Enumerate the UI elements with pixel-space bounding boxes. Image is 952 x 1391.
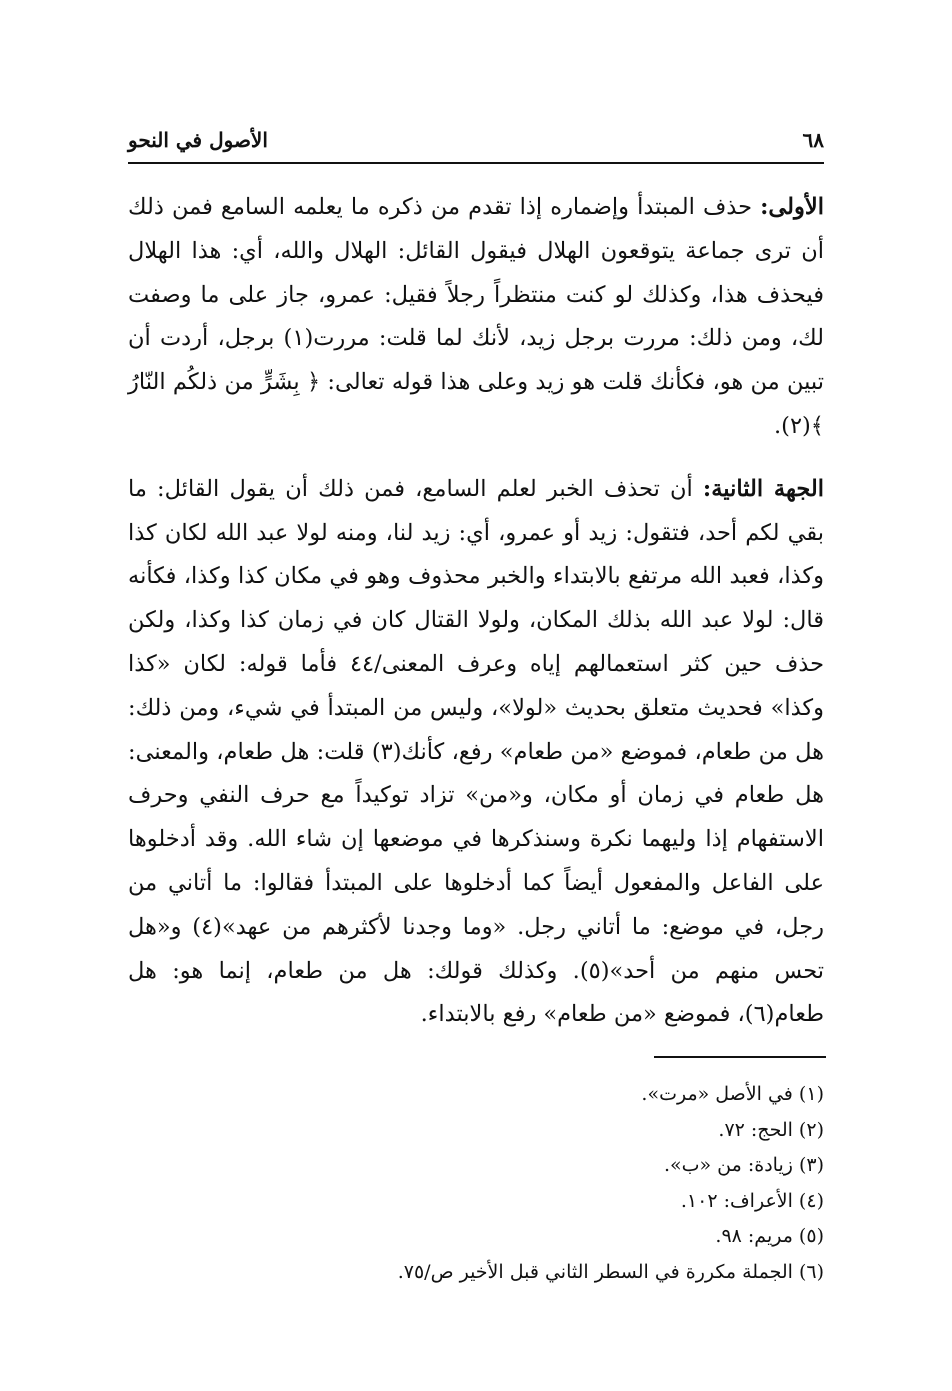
footnotes xyxy=(128,1077,824,1290)
running-header xyxy=(128,128,824,158)
footnote: (١) في الأصل «مرت». xyxy=(641,1083,824,1105)
footnote-divider xyxy=(654,1056,826,1058)
paragraph-text: حذف المبتدأ وإضماره إذا تقدم من ذكره ما يعلمه السامع فمن ذلك أن ترى جماعة يتوقعون الهلال فيقول القائل: الهلال والله، أي: هذا الهلال فيحذف هذا، وكذلك لو كنت منتظراً رجلاً فقيل: عمرو، جاز على ما وصفت لك، ومن ذلك: مررت برجل زيد، لأنك لما قلت: مررت(١) برجل، أردت أن تبين من هو، فكأنك قلت هو زيد وعلى هذا قوله تعالى: ﴿ بِشَرٍّ من ذلكُم النّارُ ﴾(٢). xyxy=(128,194,824,439)
footnote: (٦) الجملة مكررة في السطر الثاني قبل الأخير ص/٧٥. xyxy=(397,1260,824,1283)
paragraph-first xyxy=(128,186,824,449)
paragraph-lead: الأولى: xyxy=(760,194,824,220)
page-number: ٦٨ xyxy=(802,128,824,152)
book-title: الأصول في النحو xyxy=(128,128,268,152)
footnote: (٤) الأعراف: ١٠٢. xyxy=(680,1189,824,1212)
footnote: (٥) مريم: ٩٨. xyxy=(715,1225,824,1247)
footnote: (٣) زيادة: من «ب». xyxy=(663,1154,824,1176)
paragraph-lead: الجهة الثانية: xyxy=(702,475,824,502)
paragraph-text: أن تحذف الخبر لعلم السامع، فمن ذلك أن يقول القائل: ما بقي لكم أحد، فتقول: زيد أو عمرو، أي: زيد لنا، ومنه لولا عبد الله لكان كذا وكذا، فعبد الله مرتفع بالابتداء والخبر محذوف وهو في مكان كذا وكذا، فكأنه قال: لولا عبد الله بذلك المكان، ولولا القتال كان في زمان كذا وكذا، ولكن حذف حين كثر استعمالهم إياه وعرف المعنى/٤٤ فأما قوله: لكان «كذا وكذا» فحديث متعلق بحديث «لولا»، وليس من المبتدأ في شيء، ومن ذلك: هل من طعام، فموضع «من طعام» رفع، كأنك(٣) قلت: هل طعام، والمعنى: هل طعام في زمان أو مكان، و«من» تزاد توكيداً مع حرف النفي وحرف الاستفهام إذا وليهما نكرة وسنذكرها في موضعها إن شاء الله. وقد أدخلوها على الفاعل والمفعول أيضاً كما أدخلوها على المبتدأ فقالوا: ما أتاني من رجل، في موضع: ما أتاني رجل. «وما وجدنا لأكثرهم من عهد»(٤) و«هل تحس منهم من أحد»(٥). وكذلك قولك: هل من طعام، إنما هو: هل طعام(٦)، فموضع «من طعام» رفع بالابتداء. xyxy=(128,475,824,1028)
footnote: (٢) الحج: ٧٢. xyxy=(718,1118,824,1141)
main-text xyxy=(128,186,824,1037)
paragraph-second xyxy=(128,468,824,1037)
header-divider xyxy=(128,162,824,164)
